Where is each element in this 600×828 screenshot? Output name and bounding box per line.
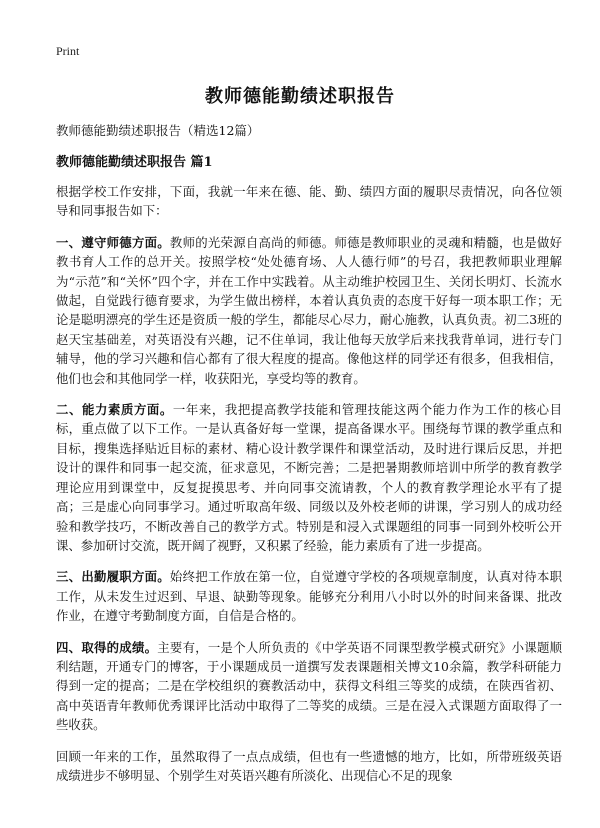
paragraph-text: 一年来，我把提高教学技能和管理技能这两个能力作为工作的核心目标，重点做了以下工作。一是认真备好每一堂课，提高备课水平。围绕每节课的教学重点和目标，搜集选择贴近目标的素材、精心设计教学课件和课堂活动，及时进行课后反思，并把设计的课件和同事一起交流，征求意见，不断完善；二是把暑期教师培训中所学的教育教学理论应用到课堂中，反复捉摸思考、并向同事交流请教，个人的教育教学理论水平有了提高；三是虚心向同事学习。通过听取高年级、同级以及外校老师的讲课，学习别人的成功经验和教学技巧，不断改善自己的教学方式。特别是和浸入式课题组的同事一同到外校听公开课、参加研讨交流，既开阔了视野，又积累了经验，能力素质有了进一步提高。	[56, 402, 563, 553]
paragraph-text: 主要有，一是个人所负责的《中学英语不同课型教学模式研究》小课题顺利结题，开通专门的博客，于小课题成员一道撰写发表课题相关博文10余篇，教学科研能力得到一定的提高；二是在学校组织的赛教活动中，获得文科组三等奖的成绩，在陕西省初、高中英语青年教师优秀课评比活动中取得了二等奖的成绩。三是在浸入式课题方面取得了一些收获。	[56, 639, 563, 733]
paragraph-attendance	[56, 567, 562, 625]
paragraph-text: 回顾一年来的工作，虽然取得了一点点成绩，但也有一些遗憾的地方，比如，所带班级英语成绩进步不够明显、个别学生对英语兴趣有所淡化、出现信心不足的现象	[56, 748, 562, 783]
paragraph-review	[56, 747, 562, 786]
paragraph-lead: 三、出勤履职方面。	[56, 569, 170, 585]
paragraph-text: 始终把工作放在第一位，自觉遵守学校的各项规章制度，认真对待本职工作，从未发生过迟到、早退、缺勤等现象。能够充分利用八小时以外的时间来备课、批改作业，在遵守考勤制度方面，自信是合格的。	[56, 569, 563, 624]
paragraph-intro	[56, 182, 562, 221]
paragraph-text: 根据学校工作安排，下面，我就一年来在德、能、勤、绩四方面的履职尽责情况，向各位领导和同事报告如下：	[56, 184, 562, 219]
paragraph-lead: 四、取得的成绩。	[56, 639, 158, 655]
paragraph-ethics	[56, 233, 562, 388]
paragraph-ability	[56, 400, 562, 555]
paragraph-lead: 二、能力素质方面。	[56, 402, 173, 418]
section-heading: 教师德能勤绩述职报告 篇1	[56, 155, 213, 170]
paragraph-achievements	[56, 638, 562, 735]
document-body	[56, 182, 562, 797]
paragraph-text: 教师的光荣源自高尚的师德。师德是教师职业的灵魂和精髓，也是做好教书育人工作的总开关。按照学校“处处德育场、人人德行师”的号召，我把教师职业理解为“示范”和“关怀”四个字，并在工作中实践着。从主动维护校园卫生、关闭长明灯、长流水做起，自觉践行德育要求，为学生做出榜样，本着认真负责的态度干好每一项本职工作；无论是聪明漂亮的学生还是资质一般的学生，都能尽心尽力，耐心施教，认真负责。初二3班的赵天宝基础差，对英语没有兴趣，记不住单词，我让他每天放学后来找我背单词，进行专门辅导，他的学习兴趣和信心都有了很大程度的提高。像他这样的同学还有很多，但我相信，他们也会和其他同学一样，收获阳光，享受均等的教育。	[56, 234, 563, 386]
document-title: 教师德能勤绩述职报告	[205, 86, 395, 107]
print-label: Print	[56, 44, 80, 58]
document-subtitle: 教师德能勤绩述职报告（精选12篇）	[56, 123, 260, 138]
paragraph-lead: 一、遵守师德方面。	[56, 234, 170, 250]
